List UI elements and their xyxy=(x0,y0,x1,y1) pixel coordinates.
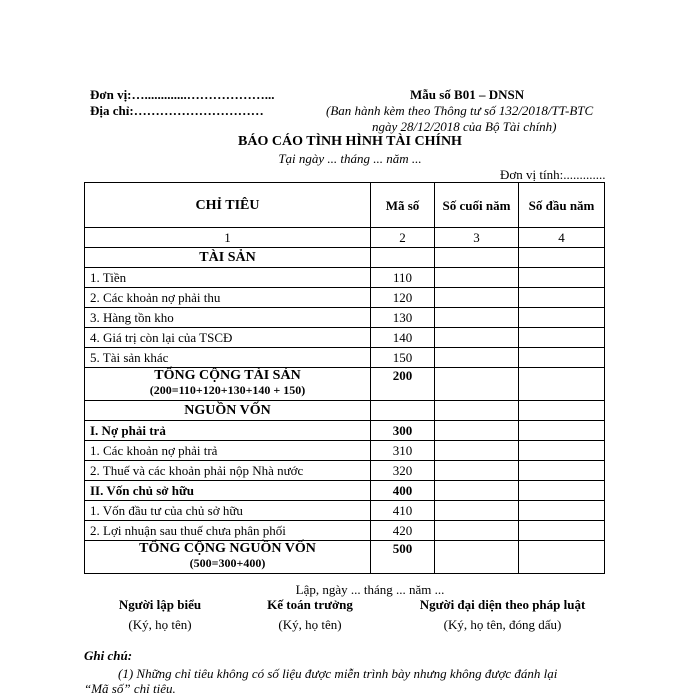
table-row xyxy=(85,368,605,401)
table-row xyxy=(85,328,605,348)
opening-value xyxy=(519,401,605,421)
opening-value xyxy=(519,308,605,328)
opening-value xyxy=(519,348,605,368)
table-row xyxy=(85,501,605,521)
col-header-indicator: CHỈ TIÊU xyxy=(85,183,371,228)
table-row xyxy=(85,441,605,461)
row-label: II. Vốn chủ sở hữu xyxy=(85,481,371,501)
row-code xyxy=(371,248,435,268)
closing-value xyxy=(435,348,519,368)
row-label: 2. Thuế và các khoản phải nộp Nhà nước xyxy=(85,461,371,481)
table-row xyxy=(85,401,605,421)
col-number: 2 xyxy=(371,228,435,248)
closing-value xyxy=(435,461,519,481)
total-label: TỔNG CỘNG NGUỒN VỐN xyxy=(139,541,316,556)
opening-value xyxy=(519,288,605,308)
row-code: 400 xyxy=(371,481,435,501)
opening-value xyxy=(519,268,605,288)
row-label: 1. Vốn đầu tư của chủ sở hữu xyxy=(85,501,371,521)
closing-value xyxy=(435,368,519,401)
row-code xyxy=(371,401,435,421)
row-code: 300 xyxy=(371,421,435,441)
notes-line-2: “Mã số” chỉ tiêu. xyxy=(84,681,176,696)
closing-value xyxy=(435,501,519,521)
opening-value xyxy=(519,501,605,521)
table-row xyxy=(85,288,605,308)
col-number: 1 xyxy=(85,228,371,248)
report-title: BÁO CÁO TÌNH HÌNH TÀI CHÍNH xyxy=(238,134,462,149)
row-code: 200 xyxy=(371,368,435,401)
row-label: 2. Các khoản nợ phải thu xyxy=(85,288,371,308)
unit-line: Đơn vị:….............………………... xyxy=(90,87,275,102)
row-label: NGUỒN VỐN xyxy=(85,401,371,421)
table-row xyxy=(85,268,605,288)
closing-value xyxy=(435,248,519,268)
opening-value xyxy=(519,421,605,441)
row-code: 420 xyxy=(371,521,435,541)
col-header-opening: Số đầu năm xyxy=(519,183,605,228)
opening-value xyxy=(519,441,605,461)
table-row xyxy=(85,421,605,441)
signature-preparer xyxy=(95,597,225,633)
row-label xyxy=(85,541,371,574)
signature-chief-accountant xyxy=(245,597,375,633)
issued-line-2: ngày 28/12/2018 của Bộ Tài chính) xyxy=(372,119,557,134)
row-label: 3. Hàng tồn kho xyxy=(85,308,371,328)
closing-value xyxy=(435,541,519,574)
table-row xyxy=(85,461,605,481)
opening-value xyxy=(519,461,605,481)
row-code: 410 xyxy=(371,501,435,521)
table-row xyxy=(85,481,605,501)
row-code: 320 xyxy=(371,461,435,481)
notes-heading: Ghi chú: xyxy=(84,648,133,663)
row-code: 130 xyxy=(371,308,435,328)
table-row xyxy=(85,521,605,541)
row-code: 150 xyxy=(371,348,435,368)
report-date-line: Tại ngày ... tháng ... năm ... xyxy=(278,151,422,166)
col-header-closing: Số cuối năm xyxy=(435,183,519,228)
row-code: 110 xyxy=(371,268,435,288)
signature-sub: (Ký, họ tên, đóng dấu) xyxy=(443,617,562,632)
signature-sub: (Ký, họ tên) xyxy=(278,617,342,632)
opening-value xyxy=(519,328,605,348)
total-formula: (200=110+120+130+140 + 150) xyxy=(149,383,306,397)
closing-value xyxy=(435,441,519,461)
signature-title: Người lập biểu xyxy=(118,597,202,612)
opening-value xyxy=(519,521,605,541)
closing-value xyxy=(435,308,519,328)
opening-value xyxy=(519,541,605,574)
opening-value xyxy=(519,248,605,268)
signing-date: Lập, ngày ... tháng ... năm ... xyxy=(295,582,445,597)
table-row xyxy=(85,541,605,574)
signature-legal-rep xyxy=(395,597,610,633)
closing-value xyxy=(435,328,519,348)
signature-sub: (Ký, họ tên) xyxy=(128,617,192,632)
closing-value xyxy=(435,421,519,441)
closing-value xyxy=(435,481,519,501)
row-label: 1. Các khoản nợ phải trả xyxy=(85,441,371,461)
opening-value xyxy=(519,481,605,501)
row-code: 140 xyxy=(371,328,435,348)
col-header-code: Mã số xyxy=(371,183,435,228)
total-label: TỔNG CỘNG TÀI SẢN xyxy=(154,368,301,383)
table-header-row xyxy=(85,183,605,228)
row-label: 4. Giá trị còn lại của TSCĐ xyxy=(85,328,371,348)
closing-value xyxy=(435,401,519,421)
row-code: 120 xyxy=(371,288,435,308)
col-number: 3 xyxy=(435,228,519,248)
currency-unit: Đơn vị tính:............. xyxy=(500,167,606,182)
closing-value xyxy=(435,268,519,288)
financial-table xyxy=(84,182,605,574)
row-label: 1. Tiền xyxy=(85,268,371,288)
issued-line-1: (Ban hành kèm theo Thông tư số 132/2018/TT-BTC xyxy=(326,103,594,118)
opening-value xyxy=(519,368,605,401)
table-row xyxy=(85,348,605,368)
form-number: Mẫu số B01 – DNSN xyxy=(410,87,525,102)
row-label: 2. Lợi nhuận sau thuế chưa phân phối xyxy=(85,521,371,541)
signature-title: Kế toán trưởng xyxy=(267,597,353,612)
row-code: 310 xyxy=(371,441,435,461)
total-formula: (500=300+400) xyxy=(189,556,266,570)
row-label: TÀI SẢN xyxy=(85,248,371,268)
table-row xyxy=(85,308,605,328)
signature-title: Người đại diện theo pháp luật xyxy=(419,597,586,612)
row-label: I. Nợ phải trả xyxy=(85,421,371,441)
closing-value xyxy=(435,288,519,308)
row-code: 500 xyxy=(371,541,435,574)
row-label: 5. Tài sản khác xyxy=(85,348,371,368)
closing-value xyxy=(435,521,519,541)
notes-line-1: (1) Những chỉ tiêu không có số liệu được miễn trình bày nhưng không được đánh lại xyxy=(118,666,558,681)
table-row xyxy=(85,248,605,268)
col-number: 4 xyxy=(519,228,605,248)
row-label xyxy=(85,368,371,401)
address-line: Địa chỉ:………………………… xyxy=(90,103,264,118)
column-number-row xyxy=(85,228,605,248)
